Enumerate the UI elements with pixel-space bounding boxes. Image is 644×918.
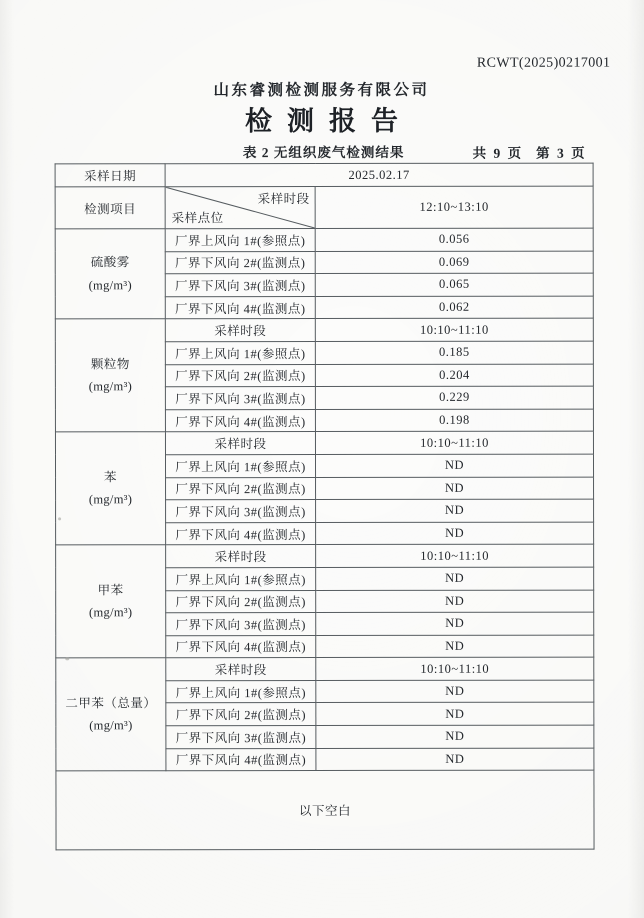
header-period-value: 12:10~13:10 [315, 186, 593, 228]
section-name: 甲苯 [97, 583, 124, 598]
sampling-point: 厂界下风向 4#(监测点) [165, 296, 315, 319]
sampling-point: 厂界上风向 1#(参照点) [166, 567, 316, 590]
date-value: 2025.02.17 [165, 163, 593, 187]
scan-speck [65, 657, 69, 660]
sampling-point: 厂界下风向 3#(监测点) [165, 387, 315, 410]
section-label [55, 319, 165, 432]
section-label [55, 432, 165, 545]
result-value: ND [316, 748, 594, 771]
table-caption: 表 2 无组织废气检测结果 [242, 144, 405, 161]
result-value: ND [316, 590, 594, 613]
table-row [55, 228, 593, 251]
sampling-point: 厂界下风向 4#(监测点) [166, 748, 316, 771]
section-label [56, 545, 166, 658]
result-value: ND [315, 454, 593, 477]
sampling-point: 厂界下风向 2#(监测点) [165, 364, 315, 387]
result-value: 0.185 [315, 341, 593, 364]
sampling-point: 厂界下风向 3#(监测点) [166, 613, 316, 636]
result-value: ND [316, 522, 594, 545]
sampling-point: 厂界下风向 4#(监测点) [166, 635, 316, 658]
item-label: 检测项目 [55, 187, 165, 229]
table-row-header [55, 186, 593, 229]
table-row-blank [56, 770, 594, 850]
result-value: ND [316, 680, 594, 703]
section-unit: (mg/m³) [88, 379, 133, 394]
caption-row [55, 141, 593, 162]
period-label: 采样时段 [166, 545, 316, 568]
company-name: 山东睿测检测服务有限公司 [213, 81, 430, 100]
scan-speck [58, 517, 61, 520]
sampling-point: 厂界上风向 1#(参照点) [165, 341, 315, 364]
table-row-period [56, 544, 594, 567]
result-value: 0.229 [315, 386, 593, 409]
table-row-period [56, 657, 594, 680]
section-unit: (mg/m³) [89, 718, 133, 733]
result-value: ND [316, 612, 594, 635]
section-unit: (mg/m³) [88, 492, 133, 507]
sampling-point: 厂界下风向 2#(监测点) [166, 590, 316, 613]
section-label [55, 229, 165, 320]
period-value: 10:10~11:10 [316, 657, 594, 680]
sampling-point: 厂界下风向 3#(监测点) [166, 726, 316, 749]
result-value: 0.056 [315, 228, 593, 251]
period-value: 10:10~11:10 [315, 431, 593, 454]
sampling-point: 厂界上风向 1#(参照点) [165, 229, 315, 252]
table-row-period [55, 318, 593, 341]
result-value: ND [316, 635, 594, 658]
table-row-date [55, 163, 593, 187]
result-value: ND [316, 703, 594, 726]
sampling-point: 厂界上风向 1#(参照点) [165, 454, 315, 477]
sampling-point: 厂界下风向 2#(监测点) [166, 477, 316, 500]
report-number: RCWT(2025)0217001 [476, 55, 611, 71]
result-value: 0.198 [315, 409, 593, 432]
section-name: 苯 [103, 470, 118, 485]
page-title: 检测报告 [245, 105, 414, 137]
result-value: 0.204 [315, 364, 593, 387]
result-value: ND [316, 725, 594, 748]
diagonal-bottom-label: 采样点位 [171, 211, 224, 226]
page-info [473, 142, 587, 162]
sampling-point: 厂界下风向 4#(监测点) [165, 409, 315, 432]
sampling-point: 厂界上风向 1#(参照点) [166, 680, 316, 703]
diagonal-header-cell [165, 187, 315, 229]
result-value: 0.065 [315, 273, 593, 296]
table-row-period [55, 431, 593, 454]
result-value: ND [316, 499, 594, 522]
section-name: 颗粒物 [90, 357, 130, 372]
sampling-point: 厂界下风向 2#(监测点) [166, 703, 316, 726]
period-label: 采样时段 [166, 658, 316, 681]
period-label: 采样时段 [165, 432, 315, 455]
section-unit: (mg/m³) [89, 605, 133, 620]
section-label [56, 658, 166, 771]
result-value: ND [316, 477, 594, 500]
blank-note: 以下空白 [56, 770, 594, 850]
date-label: 采样日期 [55, 164, 165, 187]
section-name: 硫酸雾 [90, 255, 130, 270]
sampling-point: 厂界下风向 3#(监测点) [165, 274, 315, 297]
period-value: 10:10~11:10 [315, 318, 593, 341]
result-value: 0.062 [315, 296, 593, 319]
result-value: 0.069 [315, 251, 593, 274]
sampling-point: 厂界下风向 3#(监测点) [166, 500, 316, 523]
pages-total: 共 9 页 [472, 145, 524, 161]
sampling-point: 厂界下风向 2#(监测点) [165, 251, 315, 274]
diagonal-top-label: 采样时段 [257, 192, 310, 207]
result-value: ND [316, 567, 594, 590]
period-label: 采样时段 [165, 319, 315, 342]
page-current: 第 3 页 [536, 145, 587, 161]
results-table [55, 163, 595, 851]
section-name: 二甲苯（总量） [65, 695, 157, 711]
period-value: 10:10~11:10 [316, 544, 594, 567]
sampling-point: 厂界下风向 4#(监测点) [166, 522, 316, 545]
section-unit: (mg/m³) [88, 277, 132, 293]
